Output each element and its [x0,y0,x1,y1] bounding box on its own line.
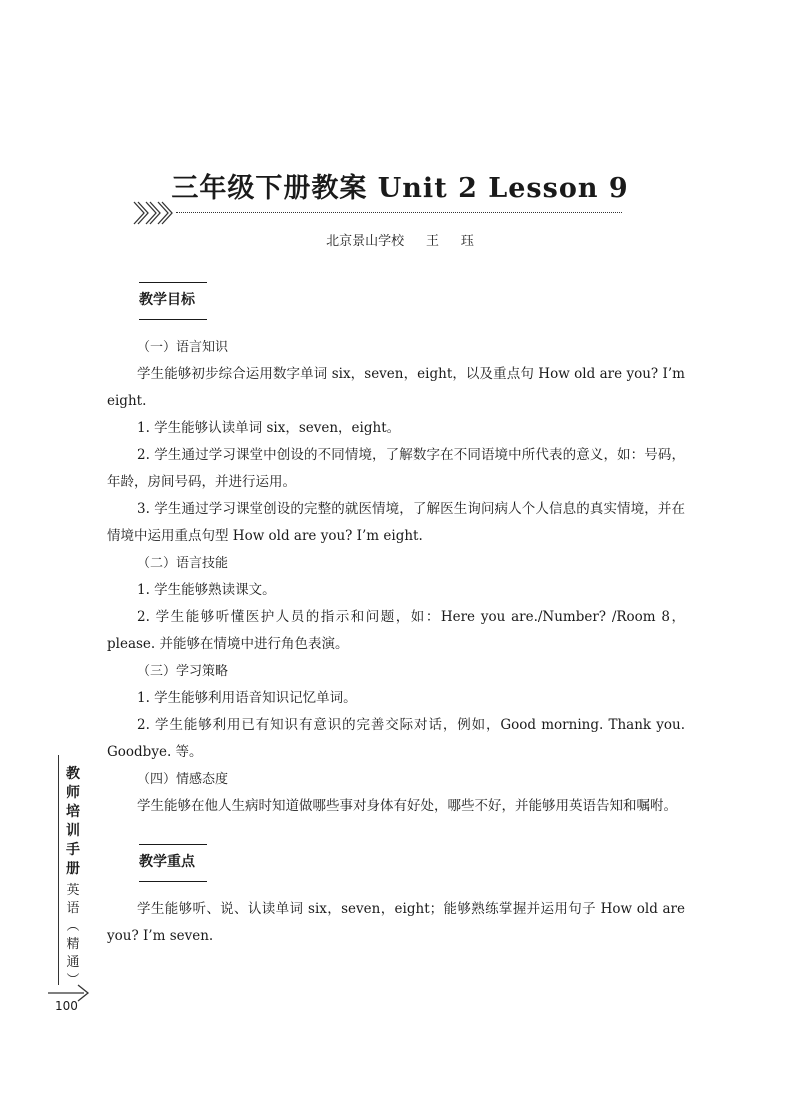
page-number: 100 [55,999,78,1013]
sidebar-subject: 英 语 ︵ 精 通 ︶ [66,883,80,988]
list-item: 1. 学生能够认读单词 six，seven，eight。 [137,420,401,436]
list-item: 2. 学生能够利用已有知识有意识的完善交际对话，例如，Good morning. Thank you. Goodbye. 等。 [107,717,685,760]
document-title: 三年级下册教案 Unit 2 Lesson 9 [171,173,629,204]
subheading-attitudes: （四）情感态度 [137,772,229,787]
section-heading-key-points: 教学重点 [139,844,209,882]
sidebar-book-title: 教 师 培 训 手 册 [66,766,80,877]
triple-chevron-icon [132,198,176,228]
list-item: 2. 学生通过学习课堂中创设的不同情境，了解数字在不同语境中所代表的意义，如：号码，年龄，房间号码，并进行运用。 [107,447,685,490]
subheading-language-knowledge: （一）语言知识 [137,340,229,355]
list-item: 1. 学生能够利用语音知识记忆单词。 [137,690,357,706]
list-item: 2. 学生能够听懂医护人员的指示和问题，如：Here you are./Number? /Room 8，please. 并能够在情境中进行角色表演。 [107,609,685,652]
list-item: 3. 学生通过学习课堂创设的完整的就医情境，了解医生询问病人个人信息的真实情境，并在情境中运用重点句型 How old are you? I’m eight. [107,501,685,544]
document-body [107,280,685,950]
paragraph: 学生能够听、说、认读单词 six，seven，eight；能够熟练掌握并运用句子 How old are you? I’m seven. [107,901,685,944]
author-line: 北京景山学校 王 珏 [326,234,474,249]
sidebar-rule [58,755,59,985]
paragraph: 学生能够在他人生病时知道做哪些事对身体有好处，哪些不好，并能够用英语告知和嘱咐。 [137,798,677,814]
title-divider [176,212,622,213]
paragraph: 学生能够初步综合运用数字单词 six，seven，eight，以及重点句 How old are you? I’m eight. [107,366,685,409]
subheading-language-skills: （二）语言技能 [137,556,229,571]
list-item: 1. 学生能够熟读课文。 [137,582,276,598]
section-heading-objectives: 教学目标 [139,282,209,320]
subheading-learning-strategies: （三）学习策略 [137,664,229,679]
